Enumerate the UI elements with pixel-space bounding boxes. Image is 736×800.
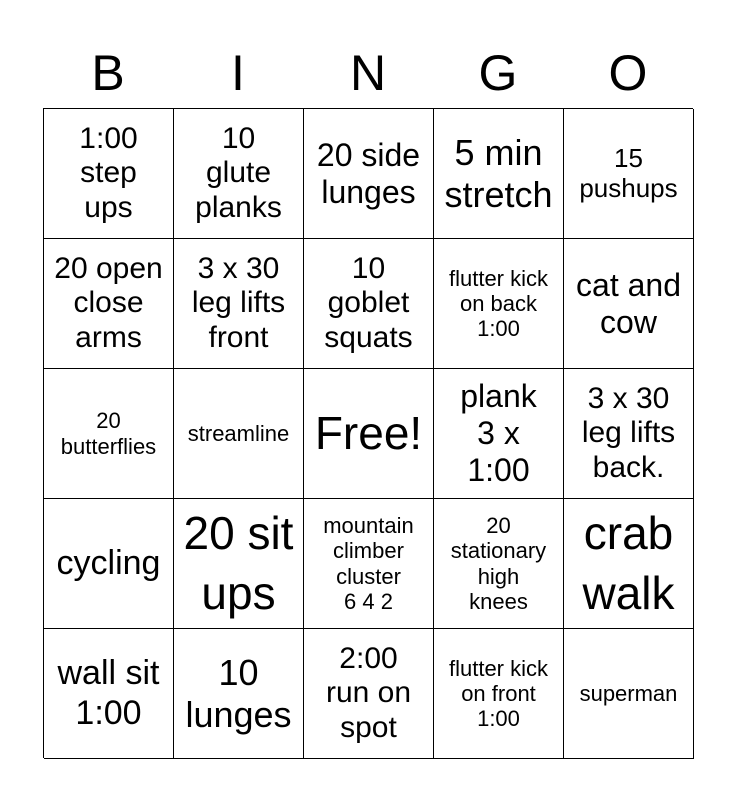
bingo-cell[interactable]: 2:00 run on spot (304, 629, 434, 759)
header-letter-b: B (91, 45, 125, 101)
header-letter-g: G (478, 45, 518, 101)
bingo-cell[interactable]: cat and cow (564, 239, 694, 369)
bingo-cell[interactable]: plank 3 x 1:00 (434, 369, 564, 499)
bingo-cell[interactable]: 20 open close arms (44, 239, 174, 369)
bingo-cell[interactable]: 10 glute planks (174, 109, 304, 239)
bingo-cell[interactable]: 1:00 step ups (44, 109, 174, 239)
bingo-cell[interactable]: 20 side lunges (304, 109, 434, 239)
bingo-cell[interactable]: 20 sit ups (174, 499, 304, 629)
bingo-cell[interactable]: Free! (304, 369, 434, 499)
bingo-cell[interactable]: flutter kick on front 1:00 (434, 629, 564, 759)
bingo-cell[interactable]: superman (564, 629, 694, 759)
bingo-cell[interactable]: 20 stationary high knees (434, 499, 564, 629)
bingo-cell[interactable]: 20 butterflies (44, 369, 174, 499)
bingo-cell[interactable]: 10 lunges (174, 629, 304, 759)
bingo-cell[interactable]: mountain climber cluster 6 4 2 (304, 499, 434, 629)
header-letter-i: I (231, 45, 245, 101)
header-letter-n: N (349, 45, 387, 101)
header-letter-o: O (608, 45, 648, 101)
bingo-cell[interactable]: cycling (44, 499, 174, 629)
bingo-cell[interactable]: 3 x 30 leg lifts front (174, 239, 304, 369)
bingo-grid (43, 108, 693, 758)
bingo-cell[interactable]: 15 pushups (564, 109, 694, 239)
bingo-header (43, 40, 693, 106)
bingo-cell[interactable]: wall sit 1:00 (44, 629, 174, 759)
bingo-cell[interactable]: crab walk (564, 499, 694, 629)
bingo-cell[interactable]: 5 min stretch (434, 109, 564, 239)
bingo-cell[interactable]: 3 x 30 leg lifts back. (564, 369, 694, 499)
bingo-cell[interactable]: streamline (174, 369, 304, 499)
bingo-cell[interactable]: flutter kick on back 1:00 (434, 239, 564, 369)
bingo-cell[interactable]: 10 goblet squats (304, 239, 434, 369)
